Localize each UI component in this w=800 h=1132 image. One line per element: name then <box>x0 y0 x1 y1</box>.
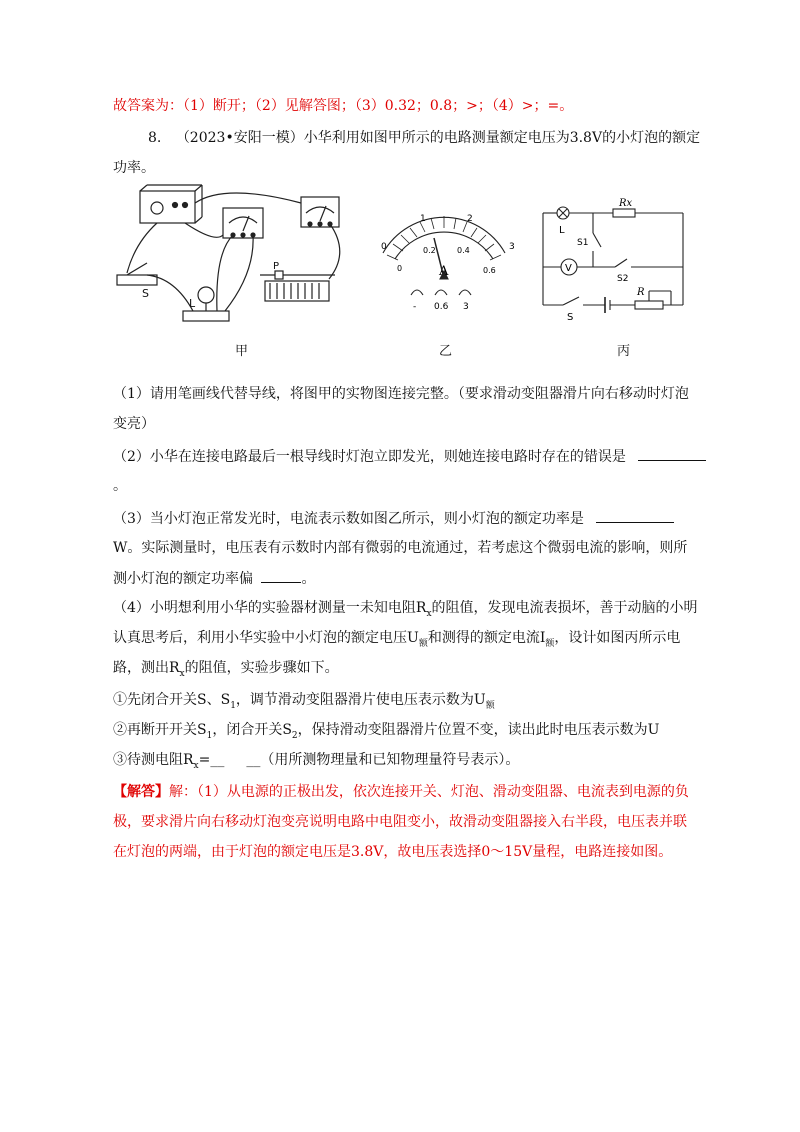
switch-device <box>117 275 157 285</box>
caption-bing: 丙 <box>617 344 631 359</box>
dial-bottom-2: 0.4 <box>457 246 470 255</box>
dial-unit: A <box>439 264 449 279</box>
part2-line2: 。 <box>113 478 127 494</box>
step3 <box>113 750 519 776</box>
part3-line3-end: 。 <box>301 571 316 587</box>
step1-b: ，调节滑动变阻器滑片使电压表示数为U <box>235 692 486 708</box>
part4-text-b: 的阻值，发现电流表损坏，善于动脑的小明 <box>431 600 698 616</box>
step3-b: =__ <box>198 752 225 768</box>
label-l: L <box>189 297 196 310</box>
part4-line3-b: 的阻值，实验步骤如下。 <box>184 660 339 676</box>
part4-line2-c: ，设计如图丙所示电 <box>554 630 681 646</box>
figure-yi <box>383 216 505 295</box>
label-s1: S1 <box>577 238 589 248</box>
part4-line2-sub2: 额 <box>545 638 555 649</box>
part3-line2: W。实际测量时，电压表有示数时内部有微弱的电流通过，若考虑这个微弱电流的影响，则所 <box>113 540 688 556</box>
question-source: （2023•安阳一模） <box>175 130 304 146</box>
part4-sub-x: x <box>426 608 432 619</box>
label-r: R <box>637 287 645 298</box>
step2-b: ，闭合开关S <box>212 722 292 738</box>
terminal-3: 3 <box>463 302 469 312</box>
step1-sub: 1 <box>230 700 236 711</box>
caption-jia: 甲 <box>235 344 249 359</box>
part4-line3-sub: x <box>179 668 185 679</box>
solution-line2: 极，要求滑片向右移动灯泡变亮说明电路中电阻变小，故滑动变阻器接入右半段，电压表并联 <box>113 814 687 830</box>
part4-line3-a: 路，测出R <box>113 660 180 676</box>
dial-bottom-1: 0.2 <box>423 246 436 255</box>
label-s2: S2 <box>617 274 629 284</box>
schematic-rheostat <box>635 301 663 309</box>
part1-line2: 变亮） <box>113 416 155 432</box>
part4-line2-b: 和测得的额定电流I <box>427 630 546 646</box>
part1-line1: （1）请用笔画线代替导线，将图甲的实物图连接完整。（要求滑动变阻器滑片向右移动时灯泡 <box>113 386 689 402</box>
step2-a: ②再断开开关S <box>113 722 207 738</box>
question-stem-cont: 功率。 <box>113 160 155 176</box>
answer-blank-2[interactable] <box>638 446 706 461</box>
terminal-06: 0.6 <box>434 302 449 312</box>
question-number: 8. <box>148 130 162 146</box>
answer-blank-3b[interactable] <box>261 568 301 583</box>
part2-line1 <box>113 446 706 467</box>
lamp-bulb <box>198 287 214 303</box>
solution-text-1: 解：（1）从电源的正极出发，依次连接开关、灯泡、滑动变阻器、电流表到电源的负 <box>169 784 689 800</box>
part4-line2-sub: 额 <box>418 638 428 649</box>
part4-line3 <box>113 658 339 684</box>
schematic-rx <box>613 209 635 217</box>
label-v: V <box>565 263 572 274</box>
figure-bing <box>543 207 683 313</box>
dial-ticks <box>387 216 501 260</box>
step2 <box>113 720 659 746</box>
step3-a: ③待测电阻R <box>113 752 194 768</box>
figure-jia <box>117 185 340 321</box>
lamp-base <box>183 311 229 321</box>
step1 <box>113 690 495 716</box>
figures <box>105 183 695 358</box>
dial-top-0: 0 <box>381 242 387 252</box>
part3-line3 <box>113 568 315 589</box>
dial-top-1: 1 <box>420 214 426 224</box>
circuit-figures <box>105 183 695 358</box>
part4-text-a: （4）小明想利用小华的实验器材测量一未知电阻R <box>113 600 427 616</box>
step2-sub: 1 <box>206 730 213 741</box>
question-stem <box>148 128 700 148</box>
label-p: P <box>273 261 280 272</box>
label-rx: Rx <box>619 198 633 209</box>
terminal-minus: - <box>413 302 417 312</box>
dial-top-3: 3 <box>509 242 515 252</box>
step1-sub2: 额 <box>485 700 495 711</box>
part2-text: （2）小华在连接电路最后一根导线时灯泡立即发光，则她连接电路时存在的错误是 <box>113 449 626 465</box>
label-lamp-l: L <box>559 225 565 236</box>
dial-top-2: 2 <box>467 214 473 224</box>
solution-line3: 在灯泡的两端，由于灯泡的额定电压是3.8V，故电压表选择0～15V量程，电路连接如图。 <box>113 844 673 860</box>
caption-yi: 乙 <box>439 344 453 359</box>
solution-tag: 【解答】 <box>113 784 169 800</box>
step2-sub2: 2 <box>291 730 298 741</box>
part4-line1 <box>113 598 698 624</box>
part3-line3-text: 测小灯泡的额定功率偏 <box>113 571 253 587</box>
dial-bottom-3: 0.6 <box>483 266 496 275</box>
step3-c: __（用所测物理量和已知物理量符号表示）。 <box>246 752 520 768</box>
dial-bottom-0: 0 <box>397 264 403 273</box>
label-s: S <box>142 287 149 300</box>
part3-text: （3）当小灯泡正常发光时，电流表示数如图乙所示，则小灯泡的额定功率是 <box>113 511 584 527</box>
part4-line2 <box>113 628 680 654</box>
question-text: 小华利用如图甲所示的电路测量额定电压为3.8V的小灯泡的额定 <box>303 130 701 146</box>
dial-arc-inner <box>395 232 493 259</box>
step3-sub: x <box>193 760 199 771</box>
part4-line2-a: 认真思考后，利用小华实验中小灯泡的额定电压U <box>113 630 419 646</box>
step2-c: ，保持滑动变阻器滑片位置不变，读出此时电压表示数为U <box>297 722 660 738</box>
answer-blank-3a[interactable] <box>596 508 674 523</box>
step1-a: ①先闭合开关S、S <box>113 692 231 708</box>
previous-answer: 故答案为：（1）断开；（2）见解答图；（3）0.32；0.8；>；（4）>；=。 <box>113 98 574 114</box>
solution-line1 <box>113 782 689 802</box>
label-s-bing: S <box>567 312 574 323</box>
part3-line1 <box>113 508 674 529</box>
